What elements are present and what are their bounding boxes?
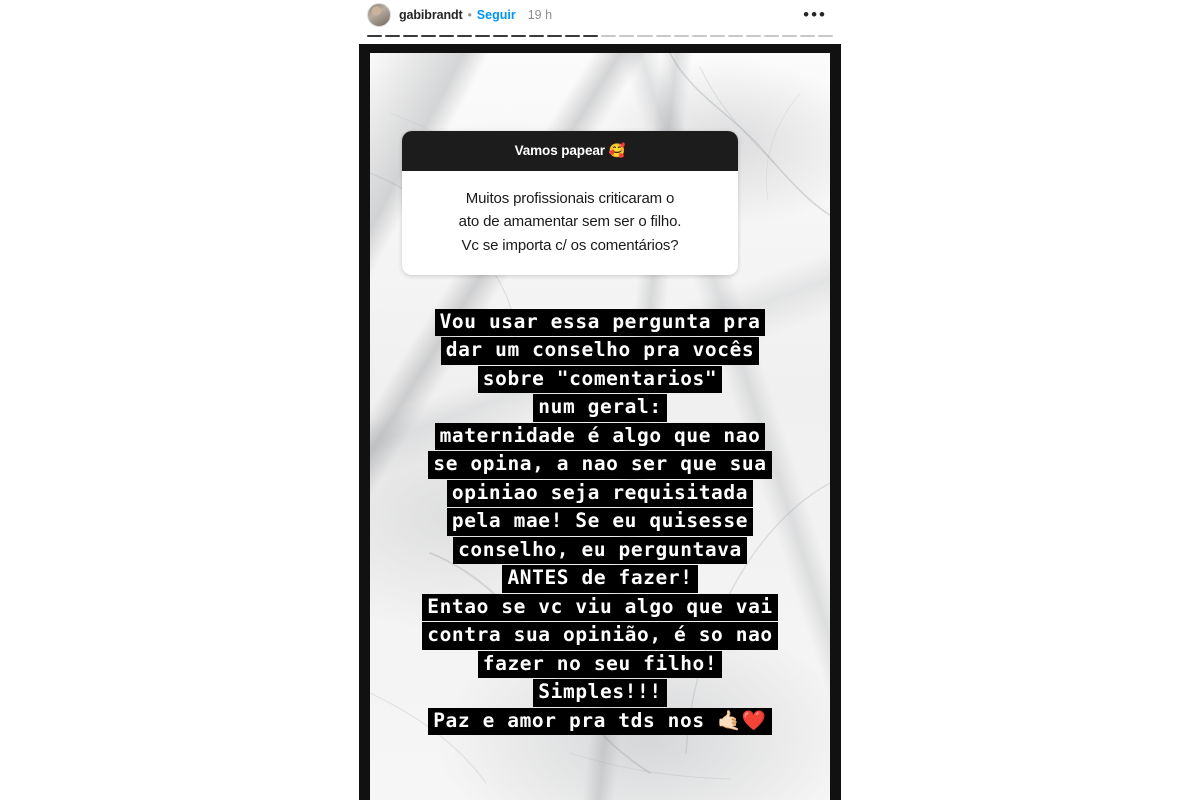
- progress-segment[interactable]: [746, 35, 761, 37]
- progress-segment[interactable]: [565, 35, 580, 37]
- progress-segment[interactable]: [439, 35, 454, 37]
- progress-segment[interactable]: [637, 35, 652, 37]
- question-sticker-title: Vamos papear: [514, 143, 605, 158]
- story-media-frame: [359, 44, 841, 800]
- progress-segment[interactable]: [457, 35, 472, 37]
- progress-segment[interactable]: [475, 35, 490, 37]
- timestamp-label: 19 h: [527, 8, 553, 22]
- story-answer-text: [370, 309, 830, 736]
- answer-line-text: Vou usar essa pergunta pra: [435, 309, 766, 336]
- question-sticker-header: [402, 131, 738, 171]
- question-body-line: Muitos profissionais criticaram o: [465, 190, 675, 207]
- story-media[interactable]: [370, 53, 830, 800]
- progress-segment[interactable]: [674, 35, 689, 37]
- progress-segment[interactable]: [547, 35, 562, 37]
- question-sticker-body: [402, 171, 738, 275]
- answer-line: [378, 451, 822, 478]
- more-options-icon[interactable]: •••: [803, 5, 827, 24]
- story-header: [359, 0, 841, 30]
- answer-line-text: num geral:: [533, 394, 666, 421]
- answer-line: [378, 594, 822, 621]
- progress-segment[interactable]: [710, 35, 725, 37]
- progress-segment[interactable]: [385, 35, 400, 37]
- question-body-line: Vc se importa c/ os comentários?: [461, 236, 679, 254]
- progress-segment[interactable]: [728, 35, 743, 37]
- answer-line-text: Paz e amor pra tds nos 🤙🏻❤️: [428, 708, 772, 735]
- answer-line: [378, 708, 822, 735]
- separator-dot: •: [467, 8, 472, 22]
- answer-line: [378, 508, 822, 535]
- answer-line: [378, 366, 822, 393]
- answer-line: [378, 622, 822, 649]
- progress-segment[interactable]: [656, 35, 671, 37]
- answer-line: [378, 480, 822, 507]
- question-body-line: ato de amamentar sem ser o filho.: [458, 213, 682, 231]
- answer-line: [378, 679, 822, 706]
- answer-line-text: conselho, eu perguntava: [453, 537, 747, 564]
- answer-line: [378, 565, 822, 592]
- answer-line-text: se opina, a nao ser que sua: [428, 451, 771, 478]
- progress-segment[interactable]: [583, 35, 598, 37]
- answer-line-text: Entao se vc viu algo que vai: [422, 594, 778, 621]
- instagram-story-viewer: [359, 0, 841, 800]
- story-progress-bar[interactable]: [359, 30, 841, 42]
- progress-segment[interactable]: [601, 35, 616, 37]
- progress-segment[interactable]: [493, 35, 508, 37]
- answer-line-text: pela mae! Se eu quisesse: [447, 508, 753, 535]
- answer-line-text: opiniao seja requisitada: [447, 480, 753, 507]
- answer-line: [378, 337, 822, 364]
- answer-line-text: fazer no seu filho!: [478, 651, 722, 678]
- progress-segment[interactable]: [403, 35, 418, 37]
- progress-segment[interactable]: [619, 35, 634, 37]
- answer-line: [378, 309, 822, 336]
- hug-face-emoji-icon: 🥰: [608, 143, 626, 159]
- progress-segment[interactable]: [818, 35, 833, 37]
- answer-line-text: dar um conselho pra vocês: [441, 337, 760, 364]
- answer-line-text: Simples!!!: [533, 679, 666, 706]
- answer-line: [378, 394, 822, 421]
- answer-line-text: ANTES de fazer!: [502, 565, 697, 592]
- answer-line-text: sobre "comentarios": [478, 366, 722, 393]
- progress-segment[interactable]: [764, 35, 779, 37]
- progress-segment[interactable]: [511, 35, 526, 37]
- progress-segment[interactable]: [782, 35, 797, 37]
- follow-button[interactable]: Seguir: [476, 8, 516, 22]
- progress-segment[interactable]: [421, 35, 436, 37]
- avatar[interactable]: [367, 3, 391, 27]
- progress-segment[interactable]: [692, 35, 707, 37]
- answer-line-text: maternidade é algo que nao: [435, 423, 766, 450]
- answer-line: [378, 537, 822, 564]
- progress-segment[interactable]: [529, 35, 544, 37]
- username-label[interactable]: gabibrandt: [399, 8, 463, 22]
- answer-line: [378, 423, 822, 450]
- answer-line: [378, 651, 822, 678]
- progress-segment[interactable]: [800, 35, 815, 37]
- question-sticker[interactable]: [402, 131, 738, 275]
- answer-line-text: contra sua opinião, é so nao: [422, 622, 778, 649]
- progress-segment[interactable]: [367, 35, 382, 37]
